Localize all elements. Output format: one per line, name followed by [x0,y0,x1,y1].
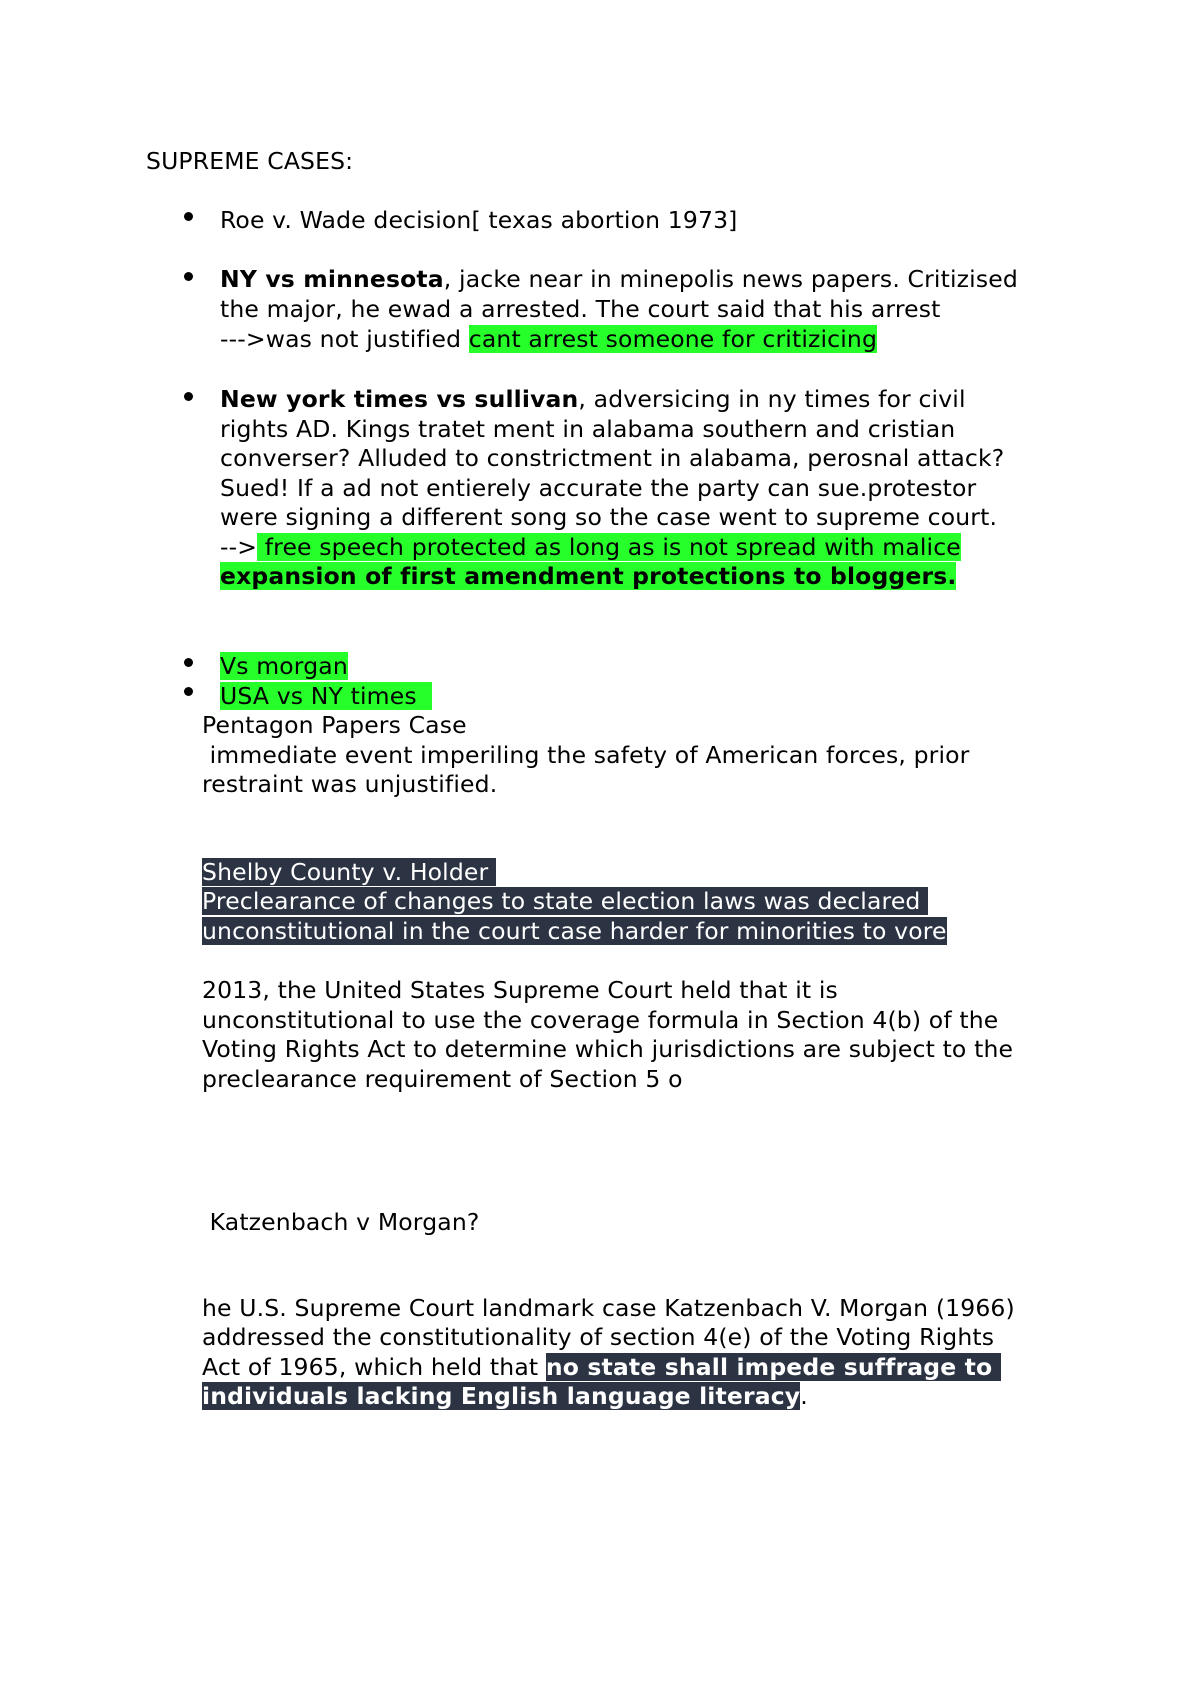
bullet [184,212,193,221]
highlighted-bold-text: expansion of first amendment protections to bloggers. [220,562,957,590]
case-text: , jacke near in minepolis news papers. Critizised [443,265,1018,293]
text-line: 2013, the United States Supreme Court held that it is [202,976,838,1004]
pentagon-title: Pentagon Papers Case [202,711,467,739]
text-line: Sued! If a ad not entierely accurate the party can sue.protestor [220,474,977,502]
text-line: unconstitutional to use the coverage formula in Section 4(b) of the [202,1006,999,1034]
text-line: converser? Alluded to constrictment in alabama, perosnal attack? [220,444,1005,472]
bullet [184,658,193,667]
highlighted-text: Preclearance of changes to state election laws was declared [202,887,929,915]
bullet [184,272,193,281]
text-plain: --->was not justified [220,325,469,353]
text-line: Voting Rights Act to determine which jurisdictions are subject to the [202,1035,1014,1063]
text-line [202,886,928,916]
text-line: he U.S. Supreme Court landmark case Katzenbach V. Morgan (1966) [202,1294,1015,1322]
highlighted-text: USA vs NY times [220,682,432,710]
list-item-roe: Roe v. Wade decision[ texas abortion 1973] [220,206,738,234]
text-line: the major, he ewad a arrested. The court said that his arrest [220,295,941,323]
highlighted-text: unconstitutional in the court case harder for minorities to vore [202,917,947,945]
highlighted-bold-text: no state shall impede suffrage to [545,1353,1001,1381]
case-text: , adversicing in ny times for civil [578,385,966,413]
list-item-usa-nyt [220,681,432,711]
text-line [202,916,947,946]
text-plain: . [800,1382,808,1410]
highlighted-bold-text: individuals lacking English language literacy [202,1382,801,1410]
text-line: preclearance requirement of Section 5 o [202,1065,683,1093]
text-line [220,324,877,354]
text-line [202,1381,808,1411]
text-plain: --> [220,533,258,561]
list-item-vs-morgan [220,651,348,681]
case-title: NY vs minnesota [220,265,444,293]
bullet [184,687,193,696]
text-line: immediate event imperiling the safety of American forces, prior [202,741,970,769]
list-item-nyt-sullivan [220,384,966,414]
case-title: New york times vs sullivan [220,385,579,413]
katzenbach-heading: Katzenbach v Morgan? [202,1208,480,1236]
highlighted-text: Vs morgan [220,652,348,680]
text-line: rights AD. Kings tratet ment in alabama southern and cristian [220,415,956,443]
text-line [220,561,956,591]
text-line [220,532,961,562]
page-heading: SUPREME CASES: [146,147,354,175]
list-item-ny-minnesota [220,264,1018,294]
highlighted-text: Shelby County v. Holder [202,858,496,886]
text-line: were signing a different song so the case went to supreme court. [220,503,998,531]
highlighted-text: cant arrest someone for critizicing [468,325,878,353]
text-line [202,1352,1001,1382]
text-line: restraint was unjustified. [202,770,498,798]
highlighted-text: free speech protected as long as is not spread with malice [257,533,961,561]
bullet [184,392,193,401]
text-plain: Act of 1965, which held that [202,1353,546,1381]
text-line: addressed the constitutionality of section 4(e) of the Voting Rights [202,1323,995,1351]
shelby-title [202,857,496,887]
